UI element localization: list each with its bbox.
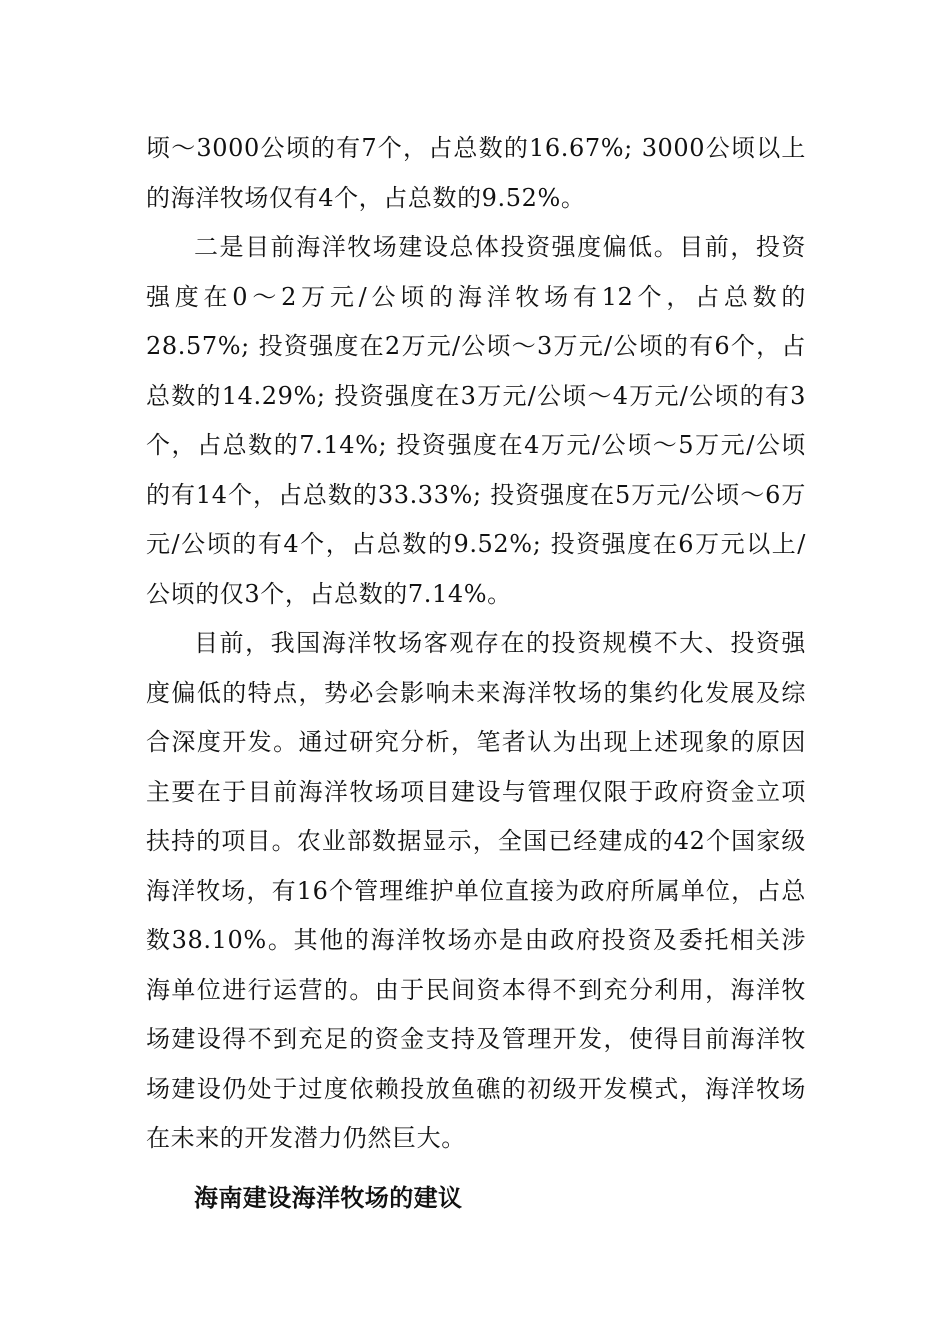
- document-page: [146, 124, 806, 1223]
- paragraph-investment-intensity: 二是目前海洋牧场建设总体投资强度偏低。目前，投资强度在0～2万元/公顷的海洋牧场有12个，占总数的28.57%; 投资强度在2万元/公顷～3万元/公顷的有6个，占总数的14.29%; 投资强度在3万元/公顷～4万元/公顷的有3个，占总数的7.14%; 投资强度在4万元/公顷～5万元/公顷的有14个，占总数的33.33%; 投资强度在5万元/公顷～6万元/公顷的有4个，占总数的9.52%; 投资强度在6万元以上/公顷的仅3个，占总数的7.14%。: [146, 233, 806, 608]
- paragraph-analysis: 目前，我国海洋牧场客观存在的投资规模不大、投资强度偏低的特点，势必会影响未来海洋牧场的集约化发展及综合深度开发。通过研究分析，笔者认为出现上述现象的原因主要在于目前海洋牧场项目建设与管理仅限于政府资金立项扶持的项目。农业部数据显示，全国已经建成的42个国家级海洋牧场，有16个管理维护单位直接为政府所属单位，占总数38.10%。其他的海洋牧场亦是由政府投资及委托相关涉海单位进行运营的。由于民间资本得不到充分利用，海洋牧场建设得不到充足的资金支持及管理开发，使得目前海洋牧场建设仍处于过度依赖投放鱼礁的初级开发模式，海洋牧场在未来的开发潜力仍然巨大。: [146, 629, 806, 1152]
- section-heading: 海南建设海洋牧场的建议: [194, 1183, 463, 1212]
- paragraph-continuation: 顷～3000公顷的有7个，占总数的16.67%; 3000公顷以上的海洋牧场仅有4个，占总数的9.52%。: [146, 134, 806, 212]
